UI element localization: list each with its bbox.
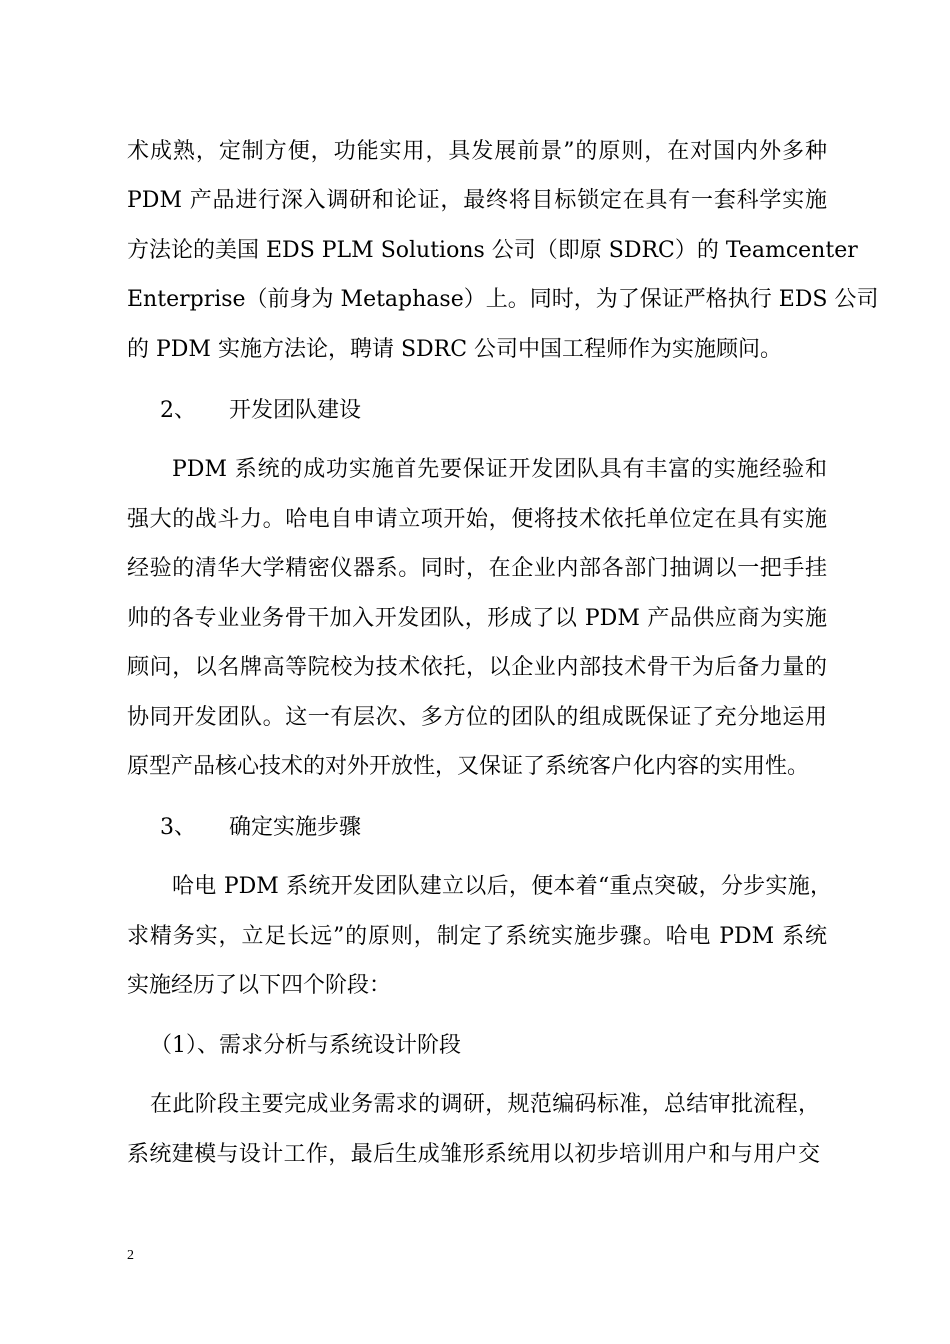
section-title: 确定实施步骤 [229,815,362,840]
text-line: Enterprise（前身为 Metaphase）上。同时，为了保证严格执行 EDS 公司 [127,287,879,312]
text-line: 求精务实，立足长远”的原则，制定了系统实施步骤。哈电 PDM 系统 [127,924,827,949]
text-line: 实施经历了以下四个阶段： [127,973,392,998]
text-line: 帅的各专业业务骨干加入开发团队，形成了以 PDM 产品供应商为实施 [127,606,827,631]
page-number: 2 [127,1248,134,1263]
text-line: 顾问，以名牌高等院校为技术依托，以企业内部技术骨干为后备力量的 [127,655,827,680]
section-number: 2、 [160,398,196,423]
text-line: 强大的战斗力。哈电自申请立项开始，便将技术依托单位定在具有实施 [127,507,827,532]
section-title: 开发团队建设 [229,398,362,423]
section-number: 3、 [160,815,196,840]
text-line: 方法论的美国 EDS PLM Solutions 公司（即原 SDRC）的 Teamcenter [127,238,858,263]
text-line: 在此阶段主要完成业务需求的调研，规范编码标准，总结审批流程， [150,1092,820,1117]
text-line: 哈电 PDM 系统开发团队建立以后，便本着“重点突破，分步实施， [172,874,832,899]
text-line: PDM 系统的成功实施首先要保证开发团队具有丰富的实施经验和 [172,457,827,482]
subsection-heading: （1）、需求分析与系统设计阶段 [150,1033,461,1058]
text-line: 的 PDM 实施方法论，聘请 SDRC 公司中国工程师作为实施顾问。 [127,337,783,362]
text-line: 协同开发团队。这一有层次、多方位的团队的组成既保证了充分地运用 [127,705,827,730]
text-line: 系统建模与设计工作，最后生成雏形系统用以初步培训用户和与用户交 [127,1142,820,1167]
text-line: 经验的清华大学精密仪器系。同时，在企业内部各部门抽调以一把手挂 [127,556,827,581]
text-line: 术成熟，定制方便，功能实用，具发展前景”的原则，在对国内外多种 [127,139,827,164]
text-line: PDM 产品进行深入调研和论证，最终将目标锁定在具有一套科学实施 [127,188,827,213]
text-line: 原型产品核心技术的对外开放性，又保证了系统客户化内容的实用性。 [127,754,810,779]
